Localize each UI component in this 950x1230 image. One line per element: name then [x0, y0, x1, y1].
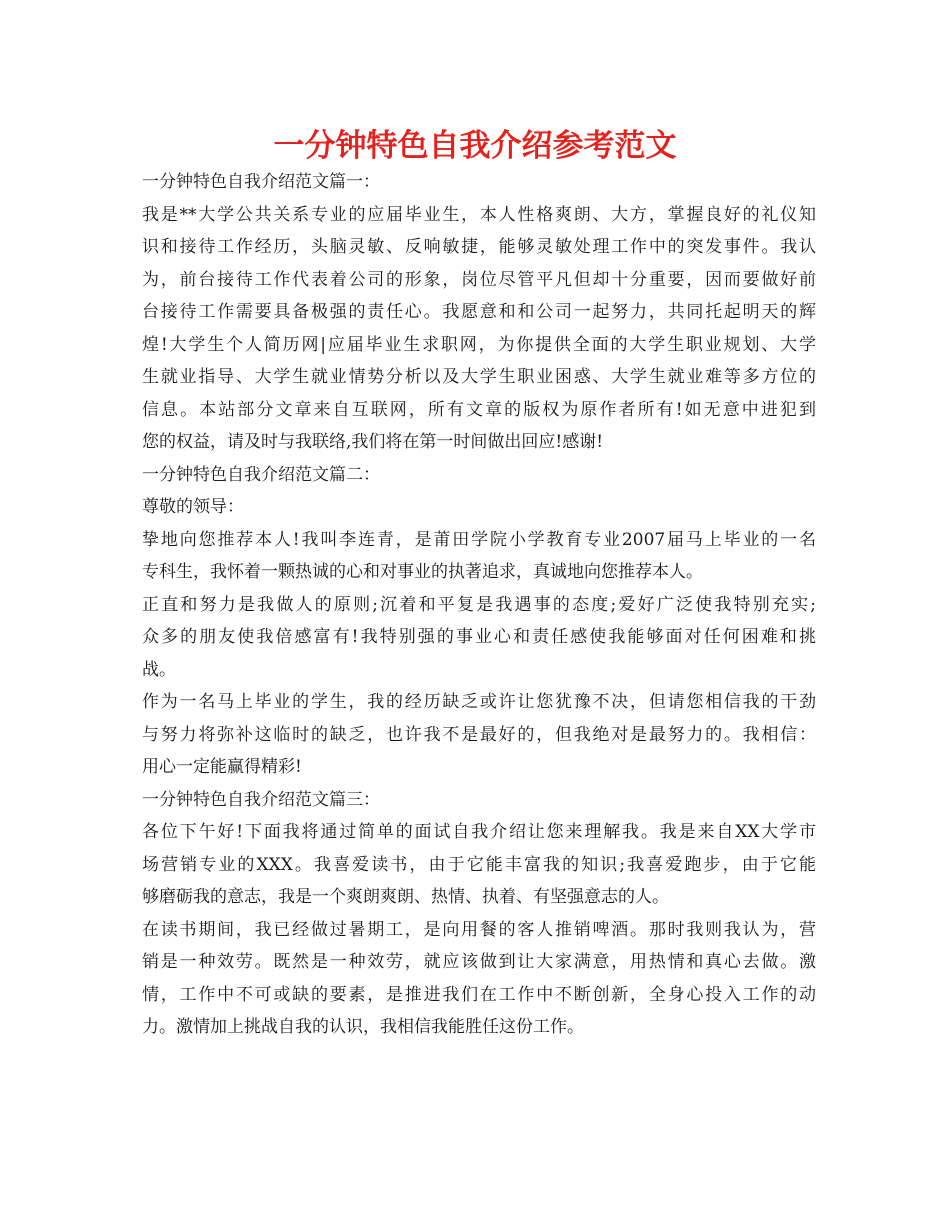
paragraph-line: 为，前台接待工作代表着公司的形象，岗位尽管平凡但却十分重要，因而要做好前 [142, 269, 816, 290]
paragraph-line: 作为一名马上毕业的学生，我的经历缺乏或许让您犹豫不决，但请您相信我的干劲 [142, 692, 816, 712]
paragraph-line: 专科生，我怀着一颗热诚的心和对事业的执著追求，真诚地向您推荐本人。 [142, 562, 703, 582]
paragraph-line: 正直和努力是我做人的原则;沉着和平复是我遇事的态度;爱好广泛使我特别充实; [142, 594, 816, 615]
paragraph-line: 场营销专业的XXX。我喜爱读书，由于它能丰富我的知识;我喜爱跑步，由于它能 [142, 854, 816, 875]
section-heading-1: 一分钟特色自我介绍范文篇一： [142, 172, 380, 192]
paragraph-line: 战。 [142, 659, 176, 680]
paragraph-line: 在读书期间，我已经做过暑期工，是向用餐的客人推销啤酒。那时我则我认为，营 [142, 919, 816, 940]
paragraph-line: 您的权益，请及时与我联络,我们将在第一时间做出回应!感谢! [142, 432, 604, 452]
document-body [142, 166, 816, 1044]
paragraph-line: 用心一定能赢得精彩! [142, 757, 302, 777]
paragraph-line: 够磨砺我的意志，我是一个爽朗爽朗、热情、执着、有坚强意志的人。 [142, 887, 669, 907]
paragraph-line: 各位下午好!下面我将通过简单的面试自我介绍让您来理解我。我是来自XX大学市 [142, 822, 816, 842]
paragraph-line: 挚地向您推荐本人!我叫李连青，是莆田学院小学教育专业2007届马上毕业的一名 [142, 529, 816, 550]
paragraph-line: 与努力将弥补这临时的缺乏，也许我不是最好的，但我绝对是最努力的。我相信： [142, 724, 816, 745]
paragraph-line: 众多的朋友使我倍感富有!我特别强的事业心和责任感使我能够面对任何困难和挑 [142, 627, 816, 647]
section-heading-2: 一分钟特色自我介绍范文篇二： [142, 464, 380, 485]
section-heading-3: 一分钟特色自我介绍范文篇三： [142, 789, 380, 810]
paragraph-line: 生就业指导、大学生就业情势分析以及大学生职业困惑、大学生就业难等多方位的 [142, 367, 816, 387]
paragraph-line: 识和接待工作经历，头脑灵敏、反响敏捷，能够灵敏处理工作中的突发事件。我认 [142, 237, 816, 257]
paragraph-line: 台接待工作需要具备极强的责任心。我愿意和和公司一起努力，共同托起明天的辉 [142, 302, 816, 322]
paragraph-line: 我是**大学公共关系专业的应届毕业生，本人性格爽朗、大方，掌握良好的礼仪知 [142, 204, 816, 225]
paragraph-line: 销是一种效劳。既然是一种效劳，就应该做到让大家满意，用热情和真心去做。激 [142, 952, 816, 972]
document-title: 一分钟特色自我介绍参考范文 [273, 128, 677, 164]
salutation: 尊敬的领导： [142, 497, 244, 517]
paragraph-line: 情，工作中不可或缺的要素，是推进我们在工作中不断创新，全身心投入工作的动 [142, 984, 816, 1005]
paragraph-line: 煌!大学生个人简历网|应届毕业生求职网，为你提供全面的大学生职业规划、大学 [142, 334, 816, 355]
paragraph-line: 力。激情加上挑战自我的认识，我相信我能胜任这份工作。 [142, 1017, 584, 1037]
paragraph-line: 信息。本站部分文章来自互联网，所有文章的版权为原作者所有!如无意中进犯到 [142, 399, 816, 420]
